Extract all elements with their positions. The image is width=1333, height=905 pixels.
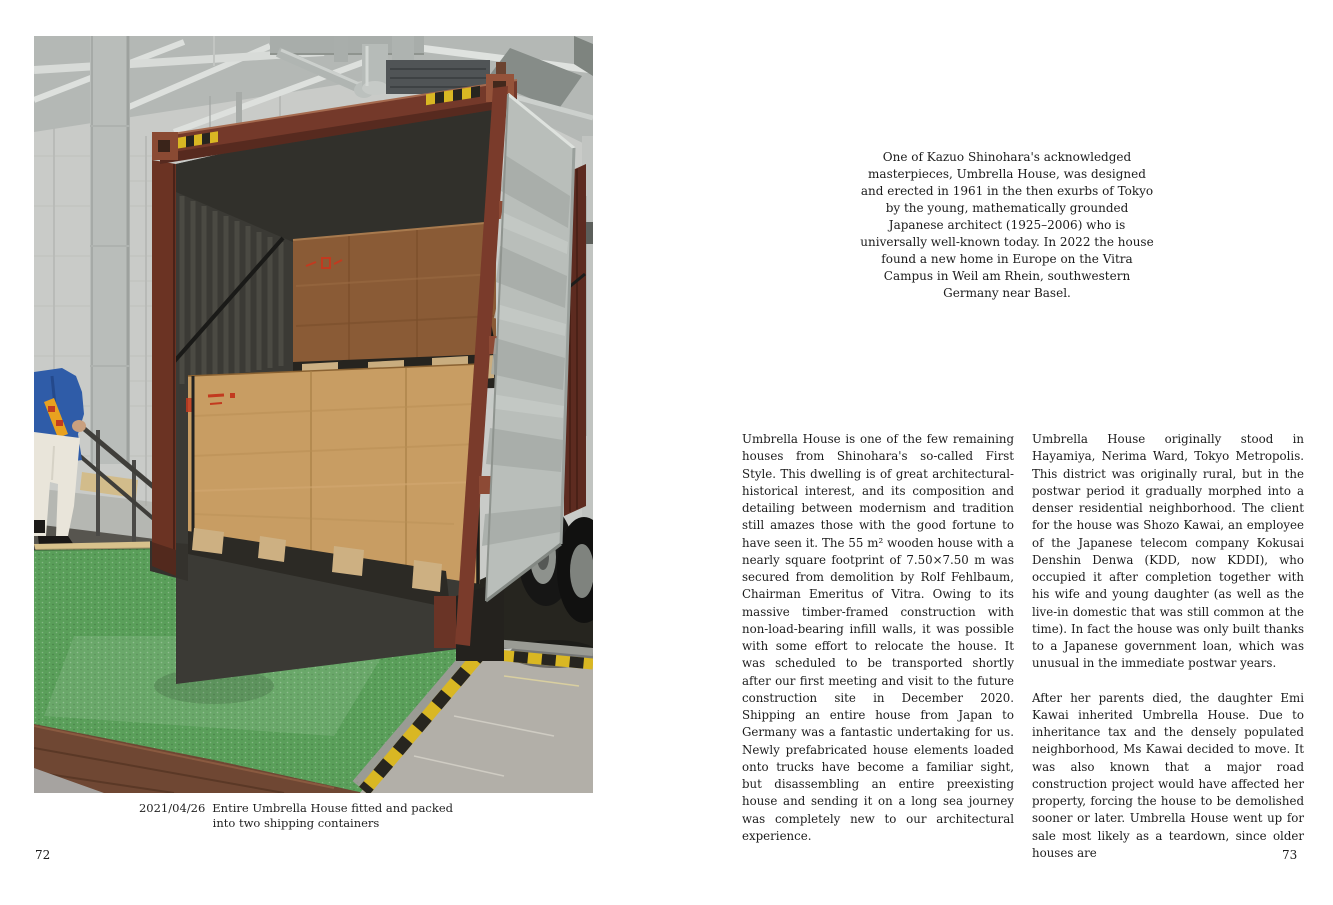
body-column-2	[1032, 431, 1304, 862]
container-photo	[34, 36, 593, 793]
shipping-container	[150, 62, 517, 684]
paragraph: After her parents died, the daughter Emi Kawai inherited Umbrella House. Due to inheritance tax and the densely populated neighborhood, Ms Kawai decided to move. It was also known that a major road construction project would have affected her property, forcing the house to be demolished sooner or later. Umbrella House went up for sale most likely as a teardown, since older houses are	[1032, 690, 1304, 860]
container-photo-illustration	[34, 36, 593, 793]
caption-date: 2021/04/26	[138, 801, 206, 815]
paragraph: Umbrella House originally stood in Hayamiya, Nerima Ward, Tokyo Metropolis. This district was originally rural, but in the postwar period it gradually morphed into a denser residential neighborhood. The client for the house was Shozo Kawai, an employee of the Japanese telecom company Kokusai Denshin Denwa (KDD, now KDDI), who occupied it after completion together with his wife and young daughter (as well as the live-in domestic that was still common at the time). In fact the house was only built thanks to a Japanese government loan, which was unusual in the immediate postwar years.	[1032, 432, 1304, 671]
container-door-jamb	[152, 160, 176, 576]
worker-hand	[72, 420, 86, 432]
steel-column	[90, 36, 130, 464]
intro-paragraph: One of Kazuo Shinohara's acknowledged masterpieces, Umbrella House, was designed and erected in 1961 in the then exurbs of Tokyo by the young, mathematically grounded Japanese architect (1925–2006) who is universally well-known today. In 2022 the house found a new home in Europe on the Vitra Campus in Weil am Rhein, southwestern Germany near Basel.	[860, 150, 1154, 300]
caption-text: Entire Umbrella House fitted and packed into two shipping containers	[212, 801, 454, 830]
body-column-1	[742, 431, 1014, 845]
photo-caption	[34, 801, 558, 831]
page-number-left: 72	[35, 848, 51, 862]
paragraph: Umbrella House is one of the few remaining houses from Shinohara's so-called First Style. This dwelling is of great architectural-historical interest, and its composition and detailing between modernism and tradition still amazes those with the good fortune to have seen it. The 55 m² wooden house with a nearly square footprint of 7.50×7.50 m was secured from demolition by Rolf Fehlbaum, Chairman Emeritus of Vitra. Owing to its massive timber-framed construction with non-load-bearing infill walls, it was possible with some effort to relocate the house. It was scheduled to be transported shortly after our first meeting and visit to the future construction site in December 2020. Shipping an entire house from Japan to Germany was a fantastic undertaking for us. Newly prefabricated house elements loaded onto trucks have become a familiar sight, but disassembling an entire preexisting house and sending it on a long sea journey was completely new to our architectural experience.	[742, 432, 1014, 843]
corner-casting-left	[152, 132, 178, 160]
page-number-right: 73	[1282, 848, 1298, 862]
wooden-crate-upper	[293, 222, 496, 363]
